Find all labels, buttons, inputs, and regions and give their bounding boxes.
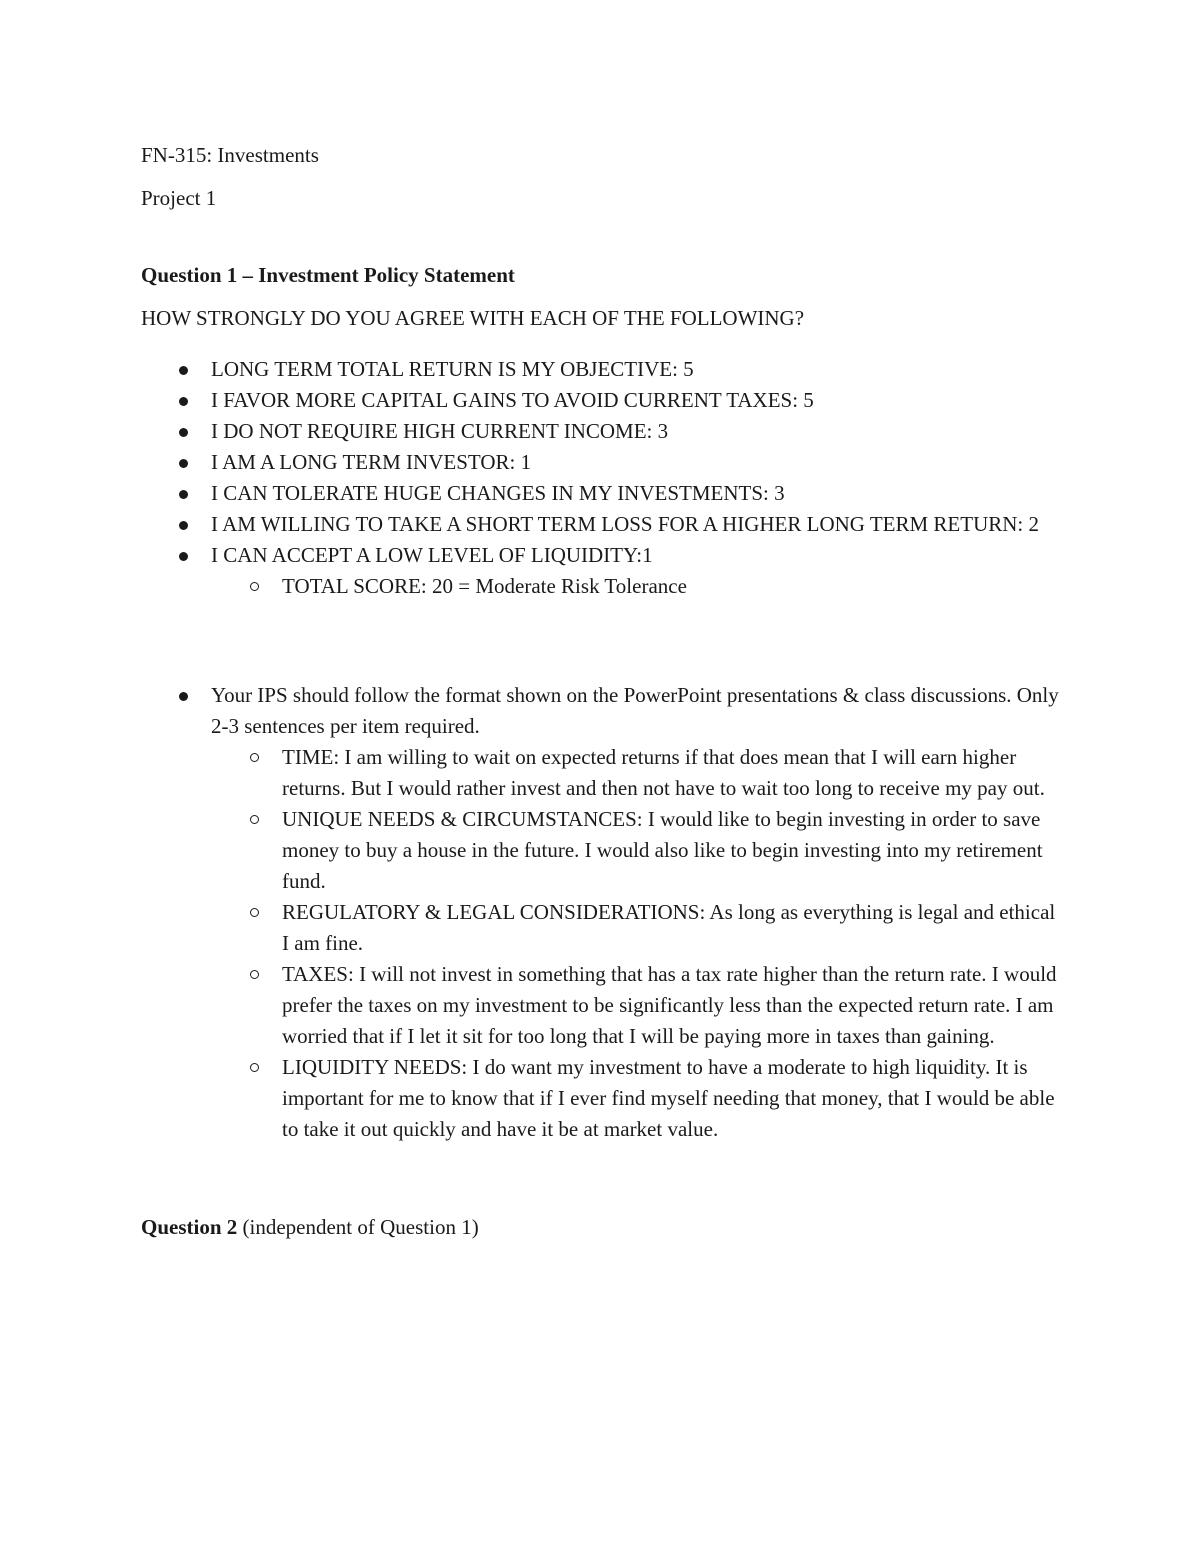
sub-list-item [211, 742, 1061, 804]
question-1-intro: HOW STRONGLY DO YOU AGREE WITH EACH OF THE FOLLOWING? [141, 306, 805, 330]
bullet-icon [179, 428, 188, 437]
list-item-text: I CAN ACCEPT A LOW LEVEL OF LIQUIDITY:1 [211, 543, 653, 567]
ips-sublist [211, 742, 1061, 1145]
bullet-icon [179, 552, 188, 561]
question-2-note: (independent of Question 1) [242, 1215, 479, 1239]
spacer [141, 1145, 1061, 1212]
list-item [141, 540, 1061, 602]
ips-item-time: TIME: I am willing to wait on expected returns if that does mean that I will earn higher returns. But I would rather invest and then not have to wait too long to receive my pay out. [282, 745, 1045, 800]
list-item [141, 478, 1061, 509]
sub-list-item [211, 959, 1061, 1052]
list-item-text: LONG TERM TOTAL RETURN IS MY OBJECTIVE: 5 [211, 357, 694, 381]
list-item-text: I AM A LONG TERM INVESTOR: 1 [211, 450, 532, 474]
list-item [141, 385, 1061, 416]
list-item-text: I AM WILLING TO TAKE A SHORT TERM LOSS FOR A HIGHER LONG TERM RETURN: 2 [211, 512, 1039, 536]
bullet-icon [179, 366, 188, 375]
bullet-icon [179, 459, 188, 468]
circle-bullet-icon [250, 970, 259, 979]
ips-item-taxes: TAXES: I will not invest in something that has a tax rate higher than the return rate. I would prefer the taxes on my investment to be significantly less than the expected return rate. I am worried that if I let it sit for too long that I will be paying more in taxes than gaining. [282, 962, 1057, 1048]
circle-bullet-icon [250, 582, 259, 591]
circle-bullet-icon [250, 815, 259, 824]
circle-bullet-icon [250, 908, 259, 917]
circle-bullet-icon [250, 1063, 259, 1072]
bullet-icon [179, 397, 188, 406]
question-2-label: Question 2 [141, 1215, 238, 1239]
ips-item-liquidity: LIQUIDITY NEEDS: I do want my investment to have a moderate to high liquidity. It is important for me to know that if I ever find myself needing that money, that I would be able to take it out quickly and have it be at market value. [282, 1055, 1055, 1141]
ips-item-unique-needs: UNIQUE NEEDS & CIRCUMSTANCES: I would like to begin investing in order to save money to buy a house in the future. I would also like to begin investing into my retirement fund. [282, 807, 1043, 893]
question-2-heading [141, 1212, 1061, 1243]
ips-list [141, 680, 1061, 1145]
list-item-text: I FAVOR MORE CAPITAL GAINS TO AVOID CURRENT TAXES: 5 [211, 388, 814, 412]
agreement-list [141, 354, 1061, 602]
list-item-text: I DO NOT REQUIRE HIGH CURRENT INCOME: 3 [211, 419, 669, 443]
bullet-icon [179, 490, 188, 499]
list-item [141, 354, 1061, 385]
total-score-sublist [211, 571, 1061, 602]
list-item [141, 416, 1061, 447]
list-item [141, 447, 1061, 478]
bullet-icon [179, 521, 188, 530]
ips-instruction-text: Your IPS should follow the format shown on the PowerPoint presentations & class discussions. Only 2-3 sentences per item required. [211, 683, 1059, 738]
sub-list-item [211, 1052, 1061, 1145]
project-title: Project 1 [141, 186, 217, 210]
sub-list-item [211, 804, 1061, 897]
ips-item-regulatory: REGULATORY & LEGAL CONSIDERATIONS: As long as everything is legal and ethical I am fine. [282, 900, 1056, 955]
list-item [141, 680, 1061, 1145]
question-1-heading: Question 1 – Investment Policy Statement [141, 263, 515, 287]
course-title: FN-315: Investments [141, 143, 319, 167]
circle-bullet-icon [250, 753, 259, 762]
document-page [141, 140, 1061, 1243]
spacer [141, 602, 1061, 680]
list-item [141, 509, 1061, 540]
list-item-text: I CAN TOLERATE HUGE CHANGES IN MY INVESTMENTS: 3 [211, 481, 785, 505]
sub-list-item [211, 897, 1061, 959]
total-score-text: TOTAL SCORE: 20 = Moderate Risk Tolerance [282, 574, 687, 598]
bullet-icon [179, 692, 188, 701]
sub-list-item [211, 571, 1061, 602]
